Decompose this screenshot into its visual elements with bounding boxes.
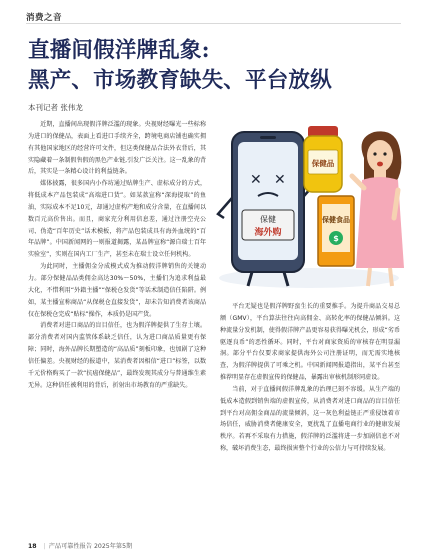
footer-separator: | bbox=[43, 543, 46, 550]
page-footer bbox=[28, 541, 132, 550]
supplement-box-icon bbox=[318, 196, 354, 266]
paragraph: 为此同时，主播佣金分成模式成为推动假洋牌销售的关键动力。部分保健品品类佣金高达30%～50%，主播们为追求利益最大化，不惜利用“外籍主播”“保税仓发货”等话术制造信任陷阱。例如，某主播宣称商品“从保税仓直接发货”，却未告知消费者该商品仅在保税仓完成“贴标”操作，本质仍是国产货。 bbox=[28, 263, 206, 318]
box-label-text: 保健食品 bbox=[322, 216, 350, 224]
phone-icon bbox=[218, 132, 318, 286]
article-column-right bbox=[220, 301, 400, 455]
paragraph: 媒体披露，很多国内小作坊通过贴牌生产、虚标成分的方式，将低成本产品包装成“高端进口货”。如某款宣称“深海提取”的鱼油，实际成本不足10元，却通过虚构产地和成分含量，在直播间以数百元高价售出。而且，商家充分利用信息差，通过注册空壳公司、伪造“百年历史”话术模板，将产品包装成具有海外血统的“百年品牌”。中国新闻网的一则报道揭露，某品牌宣称“源自瑞士百年实验室”，实则在国内工厂生产，甚至未在瑞士设立任何机构。 bbox=[28, 180, 206, 259]
page-number: 18 bbox=[28, 543, 37, 550]
tag-bottom-text: 海外购 bbox=[254, 228, 282, 238]
svg-text:✕: ✕ bbox=[274, 172, 286, 188]
title-line-2: 黑产、市场教育缺失、平台放纵 bbox=[28, 68, 332, 93]
paragraph: 消费者对进口商品的盲目信任，也为假洋牌提供了生存土壤。部分消费者对国内监管体系缺乏信任，认为进口商品质量更有保障；同时，海外品牌长期塑造的“高品质”刻板印象，也加剧了这种信任偏差。央视财经的报道中，某消费者因相信“进口”标签，以数千元价格购买了一款“抗癌保健品”，最终发现其成分与普通维生素无异。这种信任被利用的背后，折射出市场教育的严重缺失。 bbox=[28, 322, 206, 389]
article-column-left bbox=[28, 119, 206, 391]
paragraph: 近期，直播间出现假洋牌泛滥的现象。央视财经曝光一些标称为进口的保健品，表面上看进口手续齐全，跨境电商店铺也确实拥有其他国家地区的经营许可文件，但这类保健品合法外衣背后，其实隐藏着一条制假售假的黑色产业链,引发广泛关注。这一乱象的背后，其实是一条精心设计的利益链条。 bbox=[28, 121, 206, 176]
label-tag-icon bbox=[242, 210, 294, 240]
header-divider bbox=[26, 23, 401, 24]
bottle-label-text: 保健品 bbox=[311, 159, 335, 168]
section-tag: 消费之音 bbox=[26, 13, 63, 23]
title-line-1: 直播间假洋牌乱象: bbox=[28, 38, 210, 63]
paragraph: 当前，对于直播间假洋牌乱象的治理已刻不容缓。从生产端的低成本造假到销售端的虚假宣传，从消费者对进口商品的盲目信任到平台对高佣金商品的流量倾斜，这一灰色利益链正严重侵蚀着市场信任，威胁消费者健康安全，更扰乱了直播电商行业的健康发展秩序。若再不采取有力措施，假洋牌的泛滥将进一步加剧信息不对称，破坏消费生态，最终损害整个行业的公信力与可持续发展。 bbox=[220, 385, 400, 453]
cartoon-illustration bbox=[214, 118, 410, 292]
issue-label: 2025年第5期 bbox=[94, 543, 133, 550]
magazine-name: 产品可靠性报告 bbox=[48, 543, 93, 550]
article-illustration bbox=[214, 118, 410, 292]
byline: 本刊记者 张伟龙 bbox=[28, 103, 83, 112]
dollar-badge-text: $ bbox=[333, 234, 339, 243]
tag-top-text: 保健 bbox=[260, 215, 276, 224]
supplement-bottle-icon bbox=[304, 126, 342, 192]
paragraph: 平台无疑也是假洋牌野蛮生长的重要推手。为提升商品交易总额（GMV），平台算法往往向高佣金、高转化率的保健品倾斜。这种流量分发机制，使得假洋牌产品更容易获得曝光机会，形成“劣币驱逐良币”的恶性循环。同时，平台对商家资质的审核存在明显漏洞。部分平台仅要求商家提供海外公司注册证明，而无需实地核查，为假洋牌提供了可乘之机。中国新闻网报道指出，某平台甚至推荐明显存在虚假宣传的保健品，暴露出审核机制形同虚设。 bbox=[220, 303, 400, 382]
article-title bbox=[28, 36, 408, 96]
svg-text:✕: ✕ bbox=[250, 172, 262, 188]
